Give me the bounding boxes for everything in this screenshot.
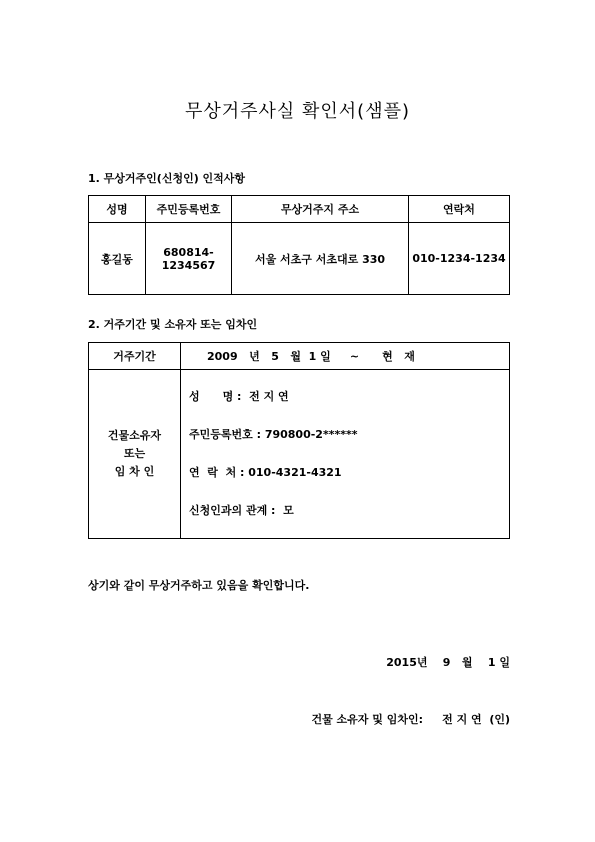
period-label: 거주기간 [89, 343, 181, 370]
section-heading-period-owner: 2. 거주기간 및 소유자 또는 임차인 [88, 318, 258, 331]
header-address: 무상거주지 주소 [232, 196, 409, 223]
owner-label-line2: 또는 [123, 447, 146, 460]
resident-no-line2: 1234567 [161, 258, 216, 272]
header-name: 성명 [89, 196, 146, 223]
period-row [89, 343, 510, 370]
applicant-phone: 010-1234-1234 [409, 223, 510, 295]
signature-line: 건물 소유자 및 임차인: 전 지 연 (인) [311, 713, 510, 726]
owner-relation-line: 신청인과의 관계 : 모 [189, 504, 294, 517]
header-resident-no: 주민등록번호 [146, 196, 232, 223]
owner-phone-line: 연 락 처 : 010-4321-4321 [189, 466, 342, 479]
owner-name-line: 성 명 : 전 지 연 [189, 390, 289, 403]
confirmation-statement: 상기와 같이 무상거주하고 있음을 확인합니다. [88, 579, 310, 592]
owner-label-line3: 임 차 인 [114, 465, 155, 478]
table-header-row [89, 196, 510, 223]
page-title: 무상거주사실 확인서(샘플) [184, 101, 411, 122]
applicant-resident-no [146, 223, 232, 295]
resident-no-line1: 680814- [163, 245, 214, 259]
document-date: 2015년 9 월 1 일 [386, 656, 510, 669]
owner-label [89, 370, 181, 539]
section-heading-applicant: 1. 무상거주인(신청인) 인적사항 [88, 172, 246, 185]
applicant-name: 홍길동 [89, 223, 146, 295]
owner-resident-no-line: 주민등록번호 : 790800-2****** [189, 428, 358, 441]
applicant-address: 서울 서초구 서초대로 330 [232, 223, 409, 295]
owner-info [181, 370, 510, 539]
owner-row [89, 370, 510, 539]
table-row [89, 223, 510, 295]
header-phone: 연락처 [409, 196, 510, 223]
applicant-info-table [88, 195, 510, 295]
period-owner-table [88, 342, 510, 539]
period-value: 2009 년 5 월 1 일 ~ 현 재 [181, 343, 510, 370]
owner-label-line1: 건물소유자 [107, 429, 162, 442]
